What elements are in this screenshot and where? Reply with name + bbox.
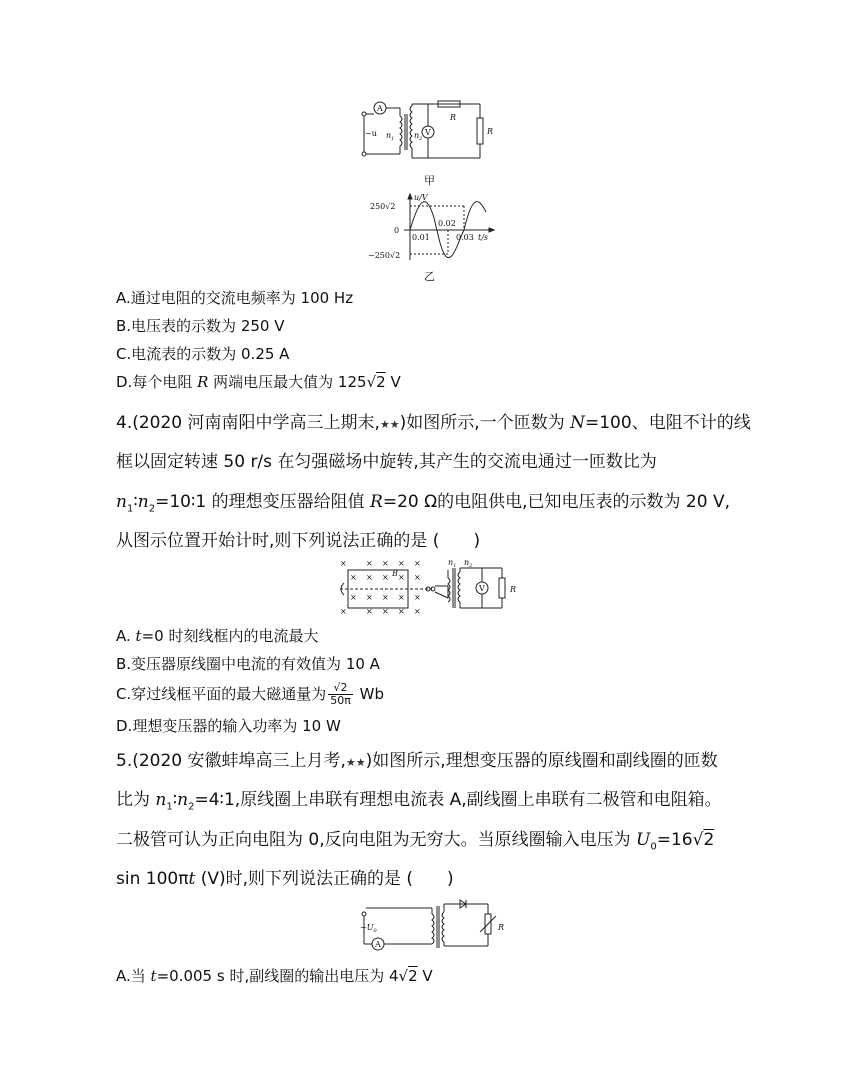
svg-text:×: × bbox=[366, 573, 373, 582]
svg-text:B: B bbox=[392, 569, 398, 578]
q4-stem-line3: $n_1∶n_2=10∶1$ 的理想变压器给阻值 R=20 Ω的电阻供电,已知电压表的示数为 20 V, bbox=[116, 492, 730, 515]
svg-text:×: × bbox=[414, 607, 421, 616]
svg-text:A: A bbox=[375, 940, 381, 949]
figure-jia-circuit bbox=[360, 96, 500, 166]
svg-text:×: × bbox=[350, 593, 357, 602]
svg-text:t/s: t/s bbox=[478, 233, 489, 242]
svg-text:×: × bbox=[398, 559, 405, 568]
svg-text:×: × bbox=[414, 573, 421, 582]
svg-text:n2: $n_2$ bbox=[414, 131, 423, 142]
q4-figure bbox=[336, 556, 526, 618]
svg-text:R: R bbox=[450, 113, 457, 122]
svg-text:×: × bbox=[382, 607, 389, 616]
q4-stem-line4: 从图示位置开始计时,则下列说法正确的是 ( ) bbox=[116, 531, 481, 551]
svg-text:R: R bbox=[498, 923, 505, 932]
svg-text:×: × bbox=[398, 593, 405, 602]
q4-option-d[interactable]: D.理想变压器的输入功率为 10 W bbox=[116, 717, 341, 735]
svg-text:×: × bbox=[350, 573, 357, 582]
svg-text:×: × bbox=[366, 607, 373, 616]
resistor-icon bbox=[477, 118, 483, 144]
svg-text:V: V bbox=[425, 128, 431, 137]
q5-option-a[interactable]: A.当 t=0.005 s 时,副线圈的输出电压为 4√2 V bbox=[116, 967, 433, 985]
resistor-icon bbox=[499, 578, 505, 598]
svg-text:250√2: 250√2 bbox=[370, 202, 396, 211]
q4-option-c[interactable]: C.穿过线框平面的最大磁通量为 $\frac{√2}{50\pi}$ Wb bbox=[116, 681, 384, 707]
svg-text:×: × bbox=[398, 573, 405, 582]
svg-text:0.03: 0.03 bbox=[456, 233, 474, 242]
svg-text:~U0: $\sim U_0$ bbox=[360, 923, 377, 934]
svg-text:n1: $n_1$ bbox=[386, 131, 395, 142]
difficulty-star-icon: ★★ bbox=[345, 756, 366, 769]
q5-stem-line4: sin 100πt (V)时,则下列说法正确的是 ( ) bbox=[116, 869, 454, 889]
q5-figure bbox=[356, 898, 516, 954]
q3-option-b[interactable]: B.电压表的示数为 250 V bbox=[116, 317, 285, 335]
svg-text:n2: $n_2$ bbox=[464, 558, 473, 569]
svg-text:V: V bbox=[479, 584, 485, 593]
q3-option-c[interactable]: C.电流表的示数为 0.25 A bbox=[116, 345, 290, 363]
svg-text:×: × bbox=[366, 593, 373, 602]
svg-text:0.01: 0.01 bbox=[412, 233, 430, 242]
svg-text:×: × bbox=[414, 593, 421, 602]
q4-stem-line1: 4.(2020 河南南阳中学高三上期末,★★)如图所示,一个匝数为 N=100、电阻不计的线 bbox=[116, 413, 751, 433]
q3-option-a[interactable]: A.通过电阻的交流电频率为 100 Hz bbox=[116, 289, 354, 307]
svg-text:−250√2: −250√2 bbox=[368, 251, 401, 260]
svg-text:×: × bbox=[414, 559, 421, 568]
figure-yi-graph bbox=[368, 192, 508, 262]
svg-text:×: × bbox=[340, 607, 347, 616]
svg-text:×: × bbox=[398, 607, 405, 616]
svg-text:R: R bbox=[487, 127, 494, 136]
q4-stem-line2: 框以固定转速 50 r/s 在匀强磁场中旋转,其产生的交流电通过一匝数比为 bbox=[116, 452, 657, 472]
svg-text:n1: $n_1$ bbox=[448, 558, 457, 569]
svg-text:×: × bbox=[382, 559, 389, 568]
figure-jia-caption: 甲 bbox=[424, 174, 435, 187]
q4-option-a[interactable]: A. t=0 时刻线框内的电流最大 bbox=[116, 627, 319, 645]
q3-option-d[interactable]: D.每个电阻 R 两端电压最大值为 125√2 V bbox=[116, 373, 401, 391]
svg-text:×: × bbox=[382, 593, 389, 602]
svg-text:0.02: 0.02 bbox=[438, 219, 456, 228]
svg-text:R: R bbox=[510, 585, 517, 594]
svg-text:0: 0 bbox=[394, 226, 400, 235]
svg-text:×: × bbox=[382, 573, 389, 582]
q5-stem-line1: 5.(2020 安徽蚌埠高三上月考,★★)如图所示,理想变压器的原线圈和副线圈的匝数 bbox=[116, 751, 718, 771]
difficulty-star-icon: ★★ bbox=[379, 418, 400, 431]
q4-option-b[interactable]: B.变压器原线圈中电流的有效值为 10 A bbox=[116, 655, 380, 673]
figure-yi-caption: 乙 bbox=[424, 270, 435, 283]
svg-text:u/V: u/V bbox=[414, 193, 428, 202]
q5-stem-line3: 二极管可认为正向电阻为 0,反向电阻为无穷大。当原线圈输入电压为 $U_0=16√2$ bbox=[116, 830, 715, 853]
svg-text:×: × bbox=[366, 559, 373, 568]
svg-text:×: × bbox=[340, 559, 347, 568]
svg-text:A: A bbox=[377, 104, 383, 113]
svg-text:~u: ~u bbox=[365, 129, 377, 138]
q5-stem-line2: 比为 $n_1∶n_2=4∶1$,原线圈上串联有理想电流表 A,副线圈上串联有二极管和电阻箱。 bbox=[116, 790, 722, 813]
